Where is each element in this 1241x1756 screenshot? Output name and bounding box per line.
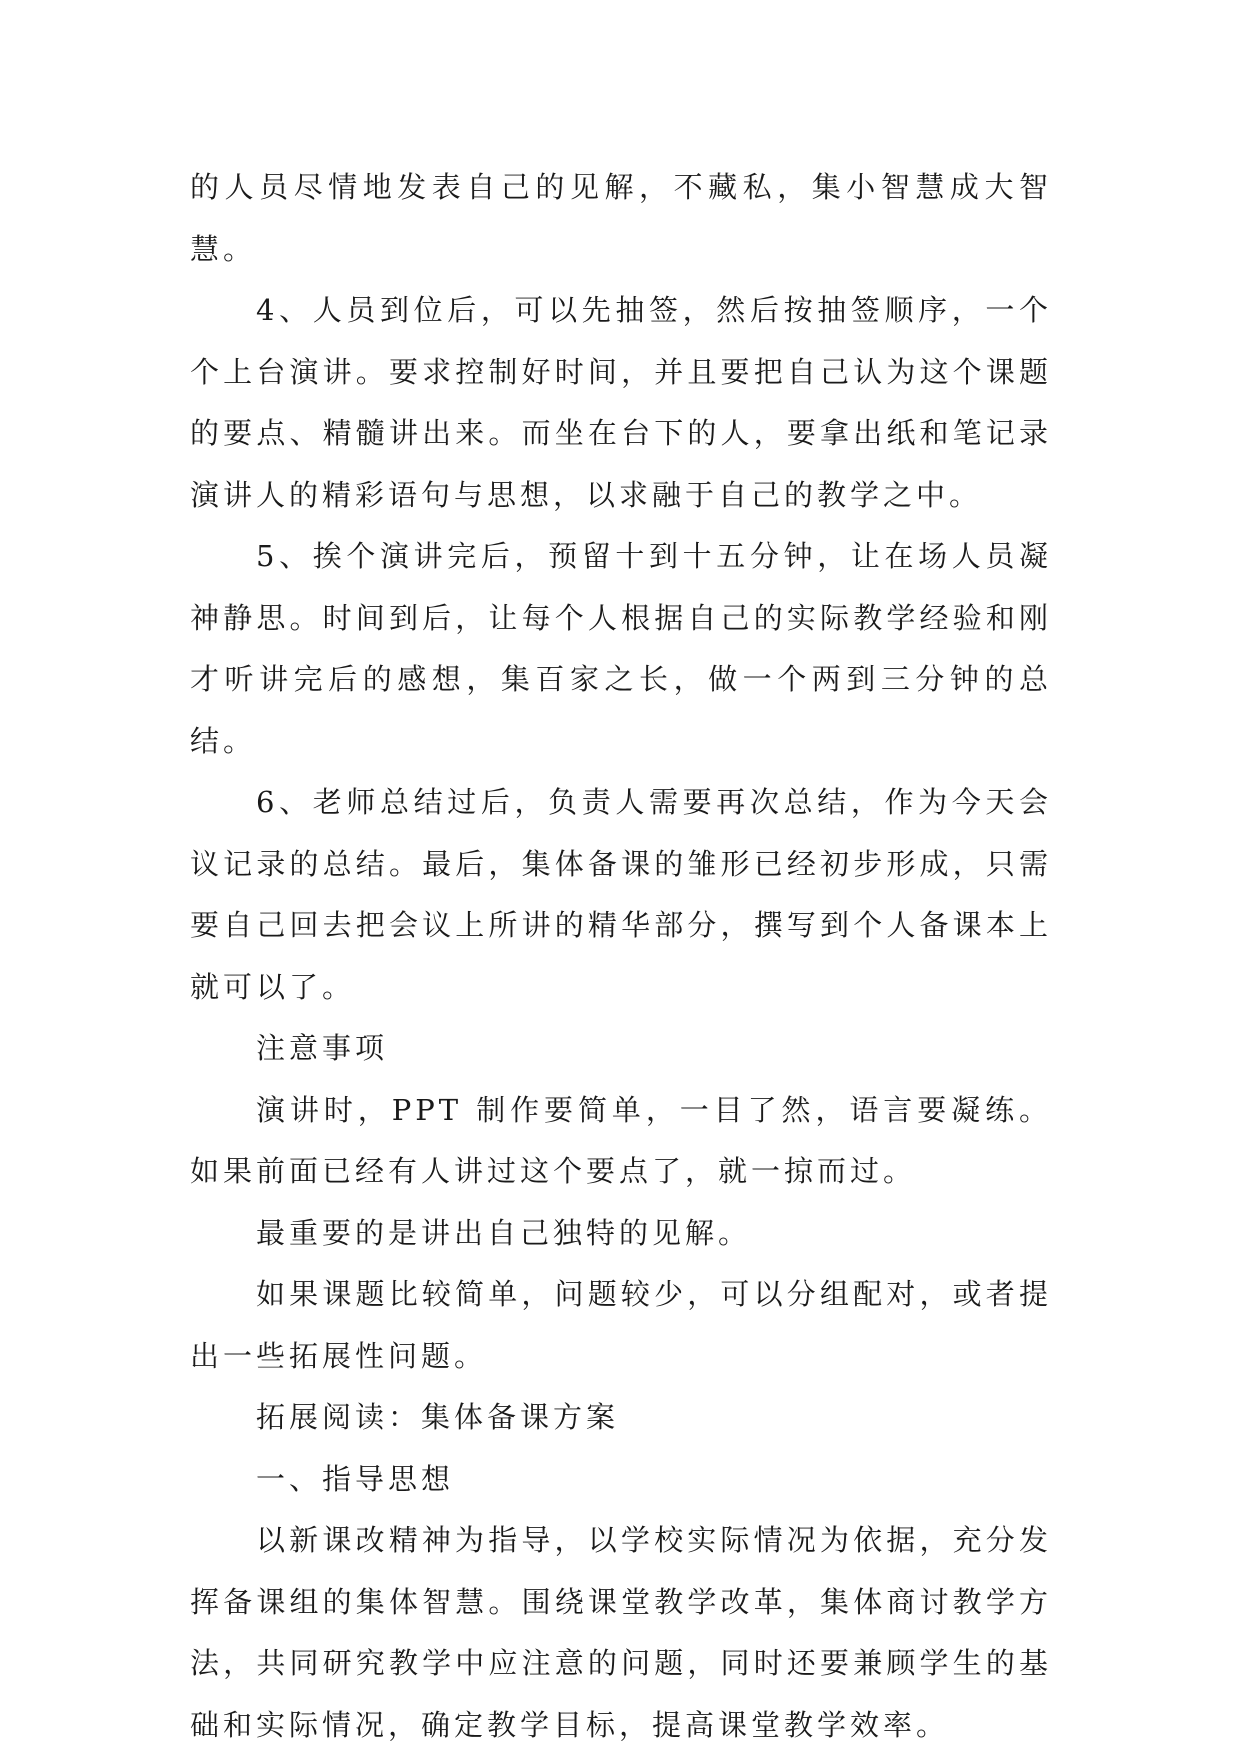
document-body — [190, 157, 1052, 1756]
paragraph-guiding-thought: 以新课改精神为指导，以学校实际情况为依据，充分发挥备课组的集体智慧。围绕课堂教学改革，集体商讨教学方法，共同研究教学中应注意的问题，同时还要兼顾学生的基础和实际情况，确定教学目标，提高课堂教学效率。 — [190, 1523, 1052, 1742]
paragraph-step-4: 4、人员到位后，可以先抽签，然后按抽签顺序，一个个上台演讲。要求控制好时间，并且要把自己认为这个课题的要点、精髓讲出来。而坐在台下的人，要拿出纸和笔记录演讲人的精彩语句与思想，以求融于自己的教学之中。 — [190, 293, 1052, 512]
heading-extended-reading: 拓展阅读：集体备课方案 — [256, 1400, 620, 1434]
heading-notes: 注意事项 — [256, 1031, 389, 1065]
paragraph-step-5: 5、挨个演讲完后，预留十到十五分钟，让在场人员凝神静思。时间到后，让每个人根据自己的实际教学经验和刚才听讲完后的感想，集百家之长，做一个两到三分钟的总结。 — [190, 539, 1052, 758]
paragraph-continuation: 的人员尽情地发表自己的见解，不藏私，集小智慧成大智慧。 — [190, 170, 1052, 266]
heading-guiding-thought: 一、指导思想 — [256, 1461, 455, 1496]
paragraph-note-ppt: 演讲时，PPT 制作要简单，一目了然，语言要凝练。如果前面已经有人讲过这个要点了，就一掠而过。 — [190, 1092, 1052, 1188]
paragraph-note-unique: 最重要的是讲出自己独特的见解。 — [256, 1215, 752, 1250]
paragraph-note-simple-topic: 如果课题比较简单，问题较少，可以分组配对，或者提出一些拓展性问题。 — [190, 1277, 1052, 1373]
paragraph-step-6: 6、老师总结过后，负责人需要再次总结，作为今天会议记录的总结。最后，集体备课的雏形已经初步形成，只需要自己回去把会议上所讲的精华部分，撰写到个人备课本上就可以了。 — [190, 785, 1052, 1004]
